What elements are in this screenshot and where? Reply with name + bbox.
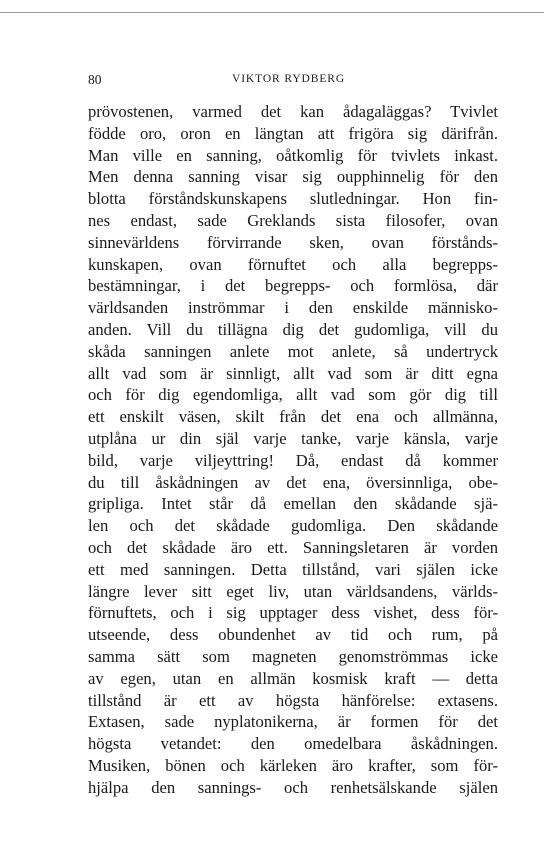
text-line: och för dig egendomliga, allt vad som gör dig till xyxy=(88,385,498,405)
text-line: ett med sanningen. Detta tillstånd, vari själen icke xyxy=(88,559,498,579)
text-line: anden. Vill du tillägna dig det gudomliga, vill du xyxy=(88,319,498,339)
text-line: skåda sanningen anlete mot anlete, så undertryck xyxy=(88,341,498,361)
text-line: blotta förståndskunskapens slutledningar. Hon fin- xyxy=(88,189,498,209)
text-line: sinnevärldens förvirrande sken, ovan förstånds- xyxy=(88,232,498,252)
text-line: högsta vetandet: den omedelbara åskådningen. xyxy=(88,734,498,754)
page-header xyxy=(88,72,498,92)
text-line: nes endast, sade Greklands sista filosofer, ovan xyxy=(88,210,498,230)
text-line: Man ville en sanning, oåtkomlig för tvivlets inkast. xyxy=(88,145,498,165)
text-line: och det skådade äro ett. Sanningsletaren är vorden xyxy=(88,537,498,557)
text-line: du till åskådningen av det ena, översinnliga, obe- xyxy=(88,472,498,492)
text-line: samma sätt som magneten genomströmmas icke xyxy=(88,646,498,666)
text-line: len och det skådade gudomliga. Den skådande xyxy=(88,516,498,536)
text-line: Extasen, sade nyplatonikerna, är formen för det xyxy=(88,712,498,732)
text-line: hjälpa den sannings- och renhetsälskande själen xyxy=(88,777,498,797)
running-head: VIKTOR RYDBERG xyxy=(232,73,346,85)
text-line: ett enskilt väsen, skilt från det ena och allmänna, xyxy=(88,407,498,427)
text-line: prövostenen, varmed det kan ådagaläggas? Tvivlet xyxy=(88,102,498,121)
page-number: 80 xyxy=(88,72,102,87)
text-line: bild, varje viljeyttring! Då, endast då kommer xyxy=(88,450,498,470)
text-line: Musiken, bönen och kärleken äro krafter, som för- xyxy=(88,755,498,775)
text-line: tillstånd är ett av högsta hänförelse: extasens. xyxy=(88,690,498,710)
text-line: bestämningar, i det begrepps- och formlösa, där xyxy=(88,276,498,296)
text-line: utseende, dess obundenhet av tid och rum, på xyxy=(88,625,498,645)
text-line: av egen, utan en allmän kosmisk kraft — detta xyxy=(88,668,498,688)
text-line: världsanden inströmmar i den enskilde människo- xyxy=(88,298,498,318)
text-line: allt vad som är sinnligt, allt vad som är ditt egna xyxy=(88,363,498,383)
text-line: födde oro, oron en längtan att frigöra sig därifrån. xyxy=(88,123,498,143)
text-line: gripliga. Intet står då emellan den skådande sjä- xyxy=(88,494,498,514)
text-line: Men denna sanning visar sig oupphinnelig för den xyxy=(88,167,498,187)
page-top-rule xyxy=(0,12,544,13)
text-line: förnuftets, och i sig upptager dess vishet, dess för- xyxy=(88,603,498,623)
body-text xyxy=(88,101,498,799)
text-line: utplåna ur din själ varje tanke, varje känsla, varje xyxy=(88,428,498,448)
text-line: kunskapen, ovan förnuftet och alla begrepps- xyxy=(88,254,498,274)
text-line: längre lever sitt eget liv, utan världsandens, världs- xyxy=(88,581,498,601)
